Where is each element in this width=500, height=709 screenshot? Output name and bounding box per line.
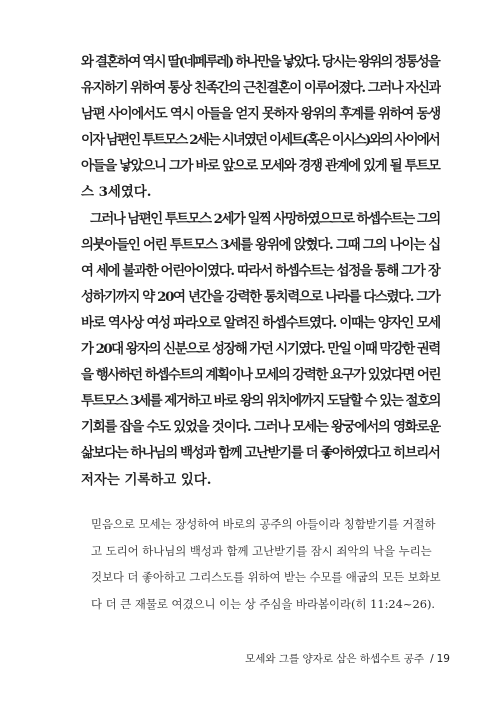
quote-line: 믿음으로 모세는 장성하여 바로의 공주의 아들이라 칭함받기를 거절하 (91, 517, 436, 531)
body-line: 여 세에 불과한 어린아이였다. 따라서 하셉수트는 섭정을 통해 그가 장 (81, 262, 440, 279)
body-line: 의붓아들인 어린 투트모스 3세를 왕위에 앉혔다. 그때 그의 나이는 십 (81, 236, 440, 253)
page-footer (245, 651, 450, 666)
body-line: 이자 남편인 투트모스 2세는 시녀였던 이세트(혹은 이시스)와의 사이에서 (81, 132, 439, 149)
quote-line: 다 더 큰 재물로 여겼으니 이는 상 주심을 바라봄이라(히 11:24~26). (91, 596, 436, 611)
body-line: 가 20대 왕자의 신분으로 성장해 가던 시기였다. 만일 이때 막강한 권력 (81, 341, 440, 358)
footer-separator: / (430, 653, 434, 665)
body-line: 바로 역사상 여성 파라오로 알려진 하셉수트였다. 이때는 양자인 모세 (81, 314, 440, 331)
page-number: 19 (436, 653, 450, 665)
body-line: 유지하기 위하여 통상 친족간의 근친결혼이 이루어졌다. 그러나 자신과 (81, 80, 440, 97)
body-line: 삶보다는 하나님의 백성과 함께 고난받기를 더 좋아하였다고 히브리서 (81, 445, 440, 462)
quote-line: 것보다 더 좋아하고 그리스도를 위하여 받는 수모를 애굽의 모든 보화보 (91, 570, 441, 584)
body-line: 성하기까지 약 20여 년간을 강력한 통치력으로 나라를 다스렸다. 그가 (81, 288, 440, 305)
body-line: 기회를 잡을 수도 있었을 것이다. 그러나 모세는 왕궁에서의 영화로운 (81, 419, 440, 436)
quote-line: 고 도리어 하나님의 백성과 함께 고난받기를 잠시 죄악의 낙을 누리는 (91, 543, 432, 558)
body-line: 스 3세였다. (81, 184, 152, 201)
body-line: 와 결혼하여 역시 딸(네페루레) 하나만을 낳았다. 당시는 왕위의 정통성을 (81, 54, 439, 70)
body-line: 저자는 기록하고 있다. (81, 471, 212, 488)
body-text (81, 49, 441, 493)
body-line: 그러나 남편인 투트모스 2세가 일찍 사망하였으므로 하셉수트는 그의 (90, 210, 440, 227)
scripture-quote (91, 511, 441, 617)
body-line: 아들을 낳았으니 그가 바로 앞으로 모세와 경쟁 관계에 있게 될 투트모 (81, 158, 440, 175)
body-line: 투트모스 3세를 제거하고 바로 왕의 위치에까지 도달할 수 있는 절호의 (81, 393, 441, 410)
running-title: 모세와 그를 양자로 삼은 하셉수트 공주 (245, 653, 425, 665)
body-line: 을 행사하던 하셉수트의 계획이나 모세의 강력한 요구가 있었다면 어린 (81, 367, 440, 384)
body-line: 남편 사이에서도 역시 아들을 얻지 못하자 왕위의 후계를 위하여 동생 (81, 106, 440, 123)
